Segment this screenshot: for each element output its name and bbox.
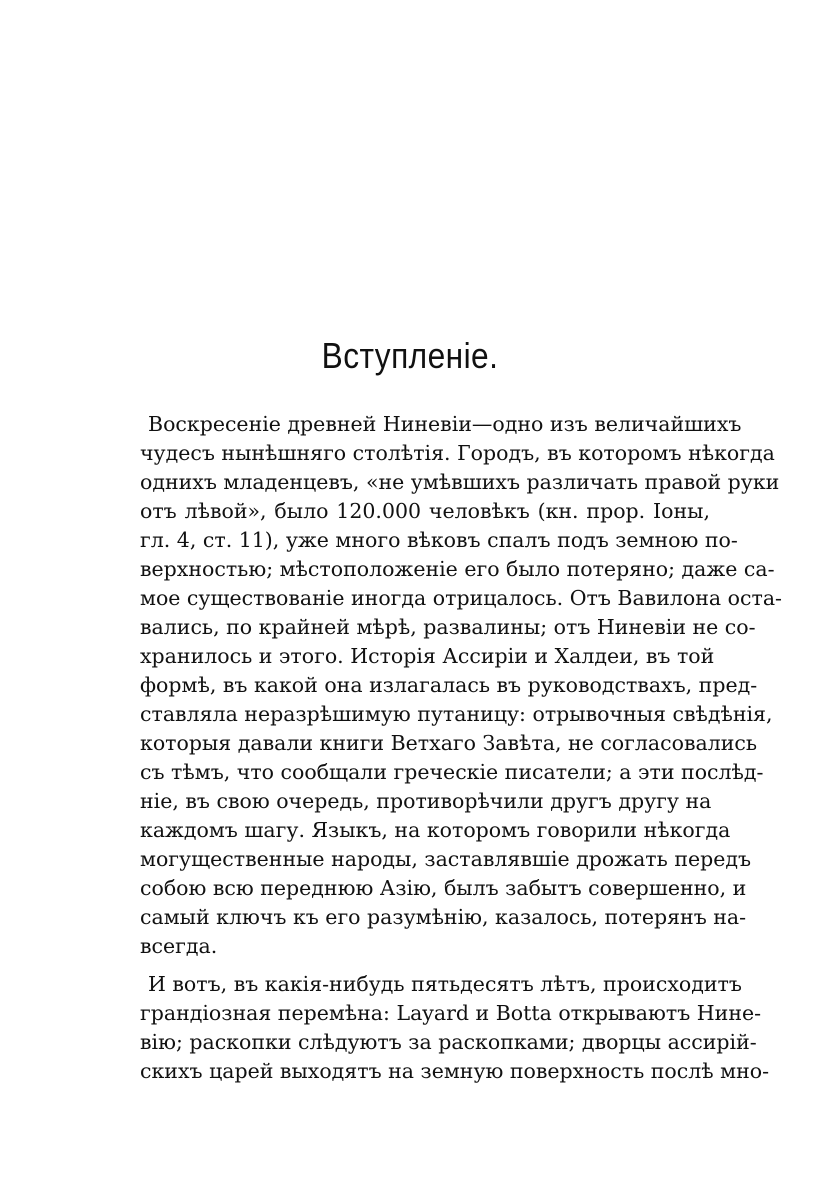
text-line: гл. 4, ст. 11), уже много вѣковъ спалъ подъ земною по- <box>140 528 738 552</box>
text-line: всегда. <box>140 934 218 958</box>
text-line: съ тѣмъ, что сообщали греческіе писатели; а эти послѣд- <box>140 760 764 784</box>
text-line: верхностью; мѣстоположеніе его было потеряно; даже са- <box>140 557 775 581</box>
text-line: хранилось и этого. Исторія Ассиріи и Халдеи, въ той <box>140 644 715 668</box>
paragraph-2 <box>140 970 770 1086</box>
text-line: скихъ царей выходятъ на земную поверхность послѣ мно- <box>140 1059 770 1083</box>
text-line: отъ лѣвой», было 120.000 человѣкъ (кн. прор. Іоны, <box>140 499 710 523</box>
text-line: чудесъ нынѣшняго столѣтія. Городъ, въ которомъ нѣкогда <box>140 441 775 465</box>
text-line: собою всю переднюю Азію, былъ забытъ совершенно, и <box>140 876 747 900</box>
text-line: формѣ, въ какой она излагалась въ руководствахъ, пред- <box>140 673 758 697</box>
text-line: грандіозная перемѣна: Layard и Botta открываютъ Нине- <box>140 1001 762 1025</box>
text-line: И вотъ, въ какія-нибудь пятьдесятъ лѣтъ, происходитъ <box>148 972 742 996</box>
text-line: которыя давали книги Ветхаго Завѣта, не согласовались <box>140 731 758 755</box>
chapter-title: Вступленіе. <box>321 335 499 376</box>
paragraph-spacer <box>140 961 710 970</box>
text-line: ніе, въ свою очередь, противорѣчили другъ другу на <box>140 789 712 813</box>
text-line: ставляла неразрѣшимую путаницу: отрывочныя свѣдѣнія, <box>140 702 773 726</box>
text-line: могущественные народы, заставлявшіе дрожать передъ <box>140 847 752 871</box>
body-text <box>140 410 782 1086</box>
text-line: самый ключъ къ его разумѣнію, казалось, потерянъ на- <box>140 905 747 929</box>
text-line: однихъ младенцевъ, «не умѣвшихъ различать правой руки <box>140 470 780 494</box>
paragraph-1 <box>140 410 782 961</box>
text-line: Воскресеніе древней Ниневіи—одно изъ величайшихъ <box>148 412 742 436</box>
text-line: вались, по крайней мѣрѣ, развалины; отъ Ниневіи не со- <box>140 615 756 639</box>
text-line: каждомъ шагу. Языкъ, на которомъ говорили нѣкогда <box>140 818 731 842</box>
text-line: мое существованіе иногда отрицалось. Отъ Вавилона оста- <box>140 586 782 610</box>
text-line: вію; раскопки слѣдуютъ за раскопками; дворцы ассирій- <box>140 1030 757 1054</box>
